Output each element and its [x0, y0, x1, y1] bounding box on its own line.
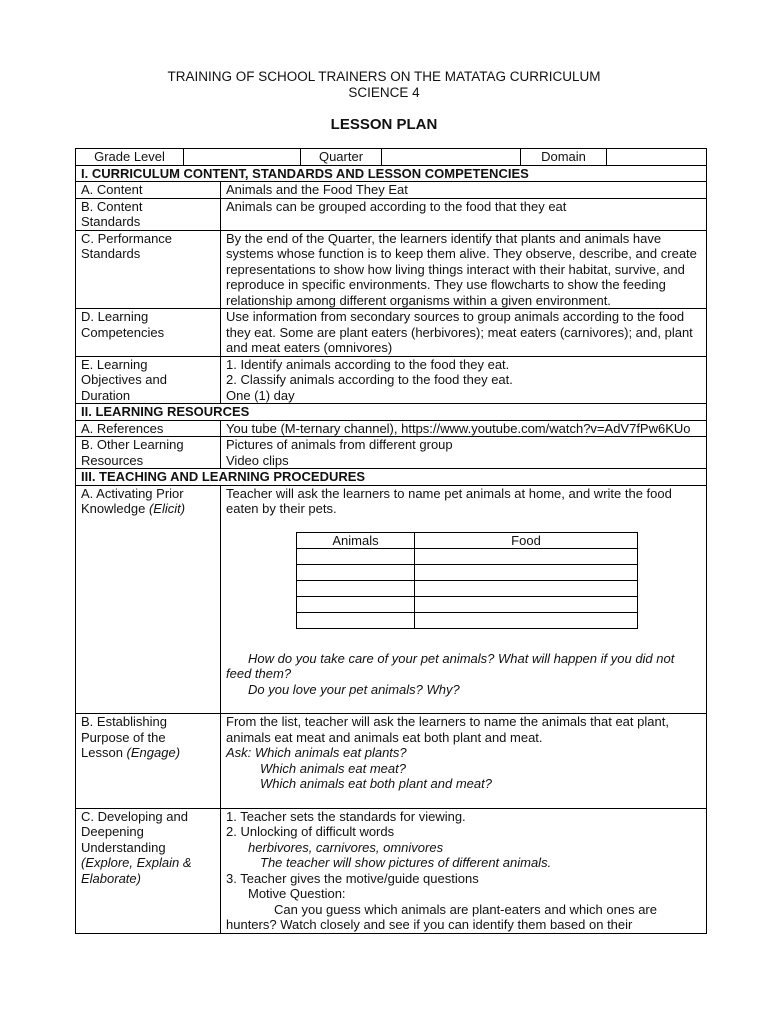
row-label: E. Learning Objectives and Duration [76, 356, 221, 404]
row-label: B. Other Learning Resources [76, 437, 221, 469]
row-value: 1. Teacher sets the standards for viewing. 2. Unlocking of difficult words herbivores, carnivores, omnivores The teacher will show pictures of different animals. 3. Teacher gives the motive/guide questions Motive Question: Can you guess which animals are plant-eaters and which ones are hunters? Watch closely and see if you can identify them based on their [221, 808, 707, 933]
row-content [76, 182, 707, 199]
section-curriculum: I. CURRICULUM CONTENT, STANDARDS AND LESSON COMPETENCIES [76, 165, 707, 182]
row-label: B. Establishing Purpose of the Lesson (Engage) [76, 714, 221, 809]
row-learning-competencies [76, 309, 707, 357]
grade-level-label: Grade Level [76, 149, 184, 165]
table-row [297, 596, 638, 612]
domain-label: Domain [521, 149, 607, 165]
ask-plants: Ask: Which animals eat plants? [226, 745, 407, 760]
grade-level-value[interactable] [184, 149, 301, 165]
section-resources: II. LEARNING RESOURCES [76, 404, 707, 421]
pet-table-header-animals: Animals [297, 532, 415, 548]
row-value: 1. Identify animals according to the food they eat. 2. Classify animals according to the food they eat. One (1) day [221, 356, 707, 404]
row-label: C. Performance Standards [76, 230, 221, 309]
table-row [297, 612, 638, 628]
row-value: Pictures of animals from different group Video clips [221, 437, 707, 469]
row-label: A. References [76, 420, 221, 437]
row-label: A. Content [76, 182, 221, 199]
row-value: Use information from secondary sources to group animals according to the food they eat. Some are plant eaters (herbivores); meat eaters (carnivores); and, plant and meat eaters (omnivores) [221, 309, 707, 357]
quarter-value[interactable] [382, 149, 521, 165]
domain-value[interactable] [607, 149, 707, 165]
section-procedures: III. TEACHING AND LEARNING PROCEDURES [76, 469, 707, 486]
row-performance-standards [76, 230, 707, 309]
quarter-label: Quarter [301, 149, 382, 165]
ask-both: Which animals eat both plant and meat? [260, 776, 492, 791]
grade-row [76, 149, 707, 166]
row-developing [76, 808, 707, 933]
grade-row-table [76, 149, 706, 165]
doc-header-subject: SCIENCE 4 [348, 85, 420, 100]
row-value: By the end of the Quarter, the learners identify that plants and animals have systems whose function is to keep them alive. They observe, describe, and create representations to show how living things interact with their habitat, survive, and reproduce in specific environments. They use flowcharts to show the feeding relationship among different organisms within a given environment. [221, 230, 707, 309]
question-love-pets: Do you love your pet animals? Why? [248, 681, 460, 697]
row-value: Animals can be grouped according to the food that they eat [221, 198, 707, 230]
row-learning-objectives [76, 356, 707, 404]
row-references [76, 420, 707, 437]
row-label: D. Learning Competencies [76, 309, 221, 357]
row-value: You tube (M-ternary channel), https://www.youtube.com/watch?v=AdV7fPw6KUo [221, 420, 707, 437]
row-label: B. Content Standards [76, 198, 221, 230]
row-label: A. Activating Prior Knowledge (Elicit) [76, 485, 221, 714]
pet-food-table [296, 532, 638, 629]
doc-header-training: TRAINING OF SCHOOL TRAINERS ON THE MATATAG CURRICULUM [167, 69, 601, 84]
table-row [297, 580, 638, 596]
row-other-resources [76, 437, 707, 469]
row-label: C. Developing and Deepening Understanding (Explore, Explain & Elaborate) [76, 808, 221, 933]
question-pet-care: How do you take care of your pet animals? What will happen if you did not feed them? [226, 650, 675, 681]
pet-table-header-food: Food [415, 532, 638, 548]
table-row [297, 548, 638, 564]
row-establishing [76, 714, 707, 809]
row-value: Animals and the Food They Eat [221, 182, 707, 199]
lesson-plan-table [75, 148, 707, 934]
row-value: Teacher will ask the learners to name pet animals at home, and write the food eaten by their pets. Animals Food How do you take care of your pet animals? What will happen if you did not feed them? Do you love your pet animals? Why? [221, 485, 707, 714]
row-content-standards [76, 198, 707, 230]
doc-title: LESSON PLAN [330, 116, 438, 133]
table-row [297, 564, 638, 580]
row-value: From the list, teacher will ask the learners to name the animals that eat plant, animals eat meat and animals eat both plant and meat. Ask: Which animals eat plants? Which animals eat meat? Which animals eat both plant and meat? [221, 714, 707, 809]
row-activating [76, 485, 707, 714]
ask-meat: Which animals eat meat? [260, 760, 406, 776]
